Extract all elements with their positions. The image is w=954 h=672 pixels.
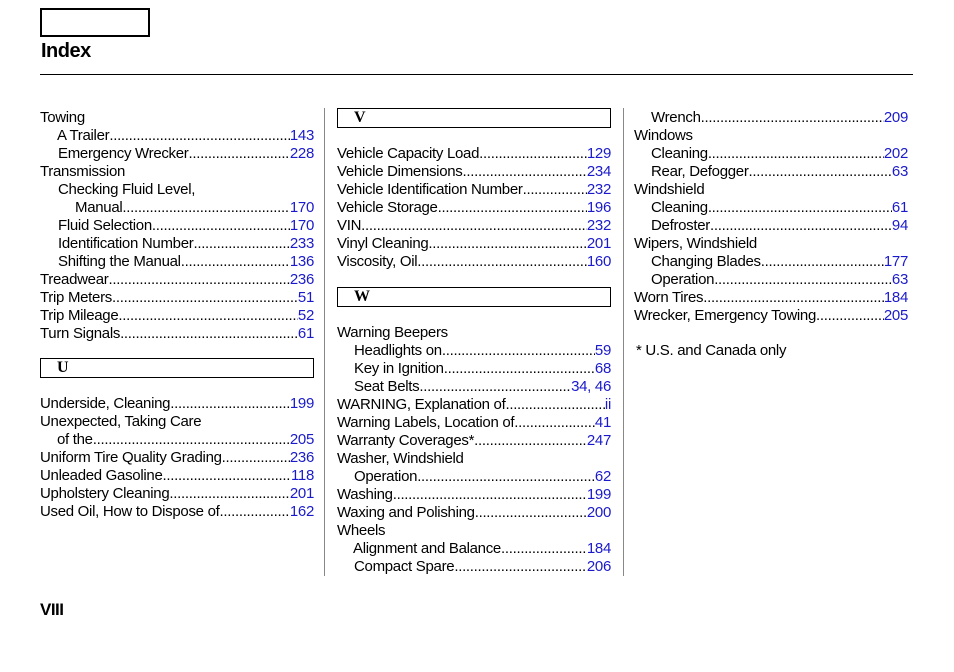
index-entry: Checking Fluid Level, bbox=[58, 181, 196, 198]
index-entry[interactable]: Washing ..... 199 bbox=[337, 486, 611, 504]
index-entry[interactable]: Cleaning ..... 202 bbox=[651, 145, 908, 163]
index-entry[interactable]: Operation ..... 62 bbox=[354, 468, 611, 486]
index-entry[interactable]: Viscosity, Oil ..... 160 bbox=[337, 253, 611, 271]
index-entry[interactable]: Seat Belts ..... 34, 46 bbox=[354, 378, 611, 396]
index-entry[interactable]: Fluid Selection ..... 170 bbox=[58, 217, 314, 235]
index-entry[interactable]: Treadwear ..... 236 bbox=[40, 271, 314, 289]
index-entry[interactable]: Vehicle Storage ..... 196 bbox=[337, 199, 611, 217]
index-entry[interactable]: A Trailer ..... 143 bbox=[57, 127, 314, 145]
index-entry[interactable]: Emergency Wrecker ..... 228 bbox=[58, 145, 314, 163]
index-entry[interactable]: Operation ..... 63 bbox=[651, 271, 908, 289]
index-entry[interactable]: Headlights on ..... 59 bbox=[354, 342, 611, 360]
index-entry: Transmission bbox=[40, 163, 126, 180]
index-entry[interactable]: Warranty Coverages* ..... 247 bbox=[337, 432, 611, 450]
header-tab-box bbox=[40, 8, 150, 37]
section-header-v bbox=[337, 108, 611, 128]
index-entry[interactable]: Warning Labels, Location of ..... 41 bbox=[337, 414, 611, 432]
index-entry[interactable]: Key in Ignition ..... 68 bbox=[354, 360, 611, 378]
section-letter: V bbox=[354, 109, 366, 126]
index-entry[interactable]: Underside, Cleaning ..... 199 bbox=[40, 395, 314, 413]
index-entry: Wipers, Windshield bbox=[634, 235, 757, 252]
index-entry[interactable]: Vehicle Dimensions ..... 234 bbox=[337, 163, 611, 181]
column-divider-2 bbox=[623, 108, 624, 576]
index-entry[interactable]: Vinyl Cleaning ..... 201 bbox=[337, 235, 611, 253]
index-entry[interactable]: Used Oil, How to Dispose of ..... 162 bbox=[40, 503, 314, 521]
index-entry: Wheels bbox=[337, 522, 386, 539]
index-entry[interactable]: VIN ..... 232 bbox=[337, 217, 611, 235]
index-entry[interactable]: Waxing and Polishing ..... 200 bbox=[337, 504, 611, 522]
index-entry: Windshield bbox=[634, 181, 705, 198]
index-entry[interactable]: Wrench ..... 209 bbox=[651, 109, 908, 127]
section-letter: W bbox=[354, 288, 370, 305]
section-header-w bbox=[337, 287, 611, 307]
index-entry[interactable]: Cleaning ..... 61 bbox=[651, 199, 908, 217]
index-entry[interactable]: Trip Meters ..... 51 bbox=[40, 289, 314, 307]
index-entry[interactable]: Wrecker, Emergency Towing ..... 205 bbox=[634, 307, 908, 325]
index-entry[interactable]: WARNING, Explanation of ..... ii bbox=[337, 396, 611, 414]
index-entry: Windows bbox=[634, 127, 693, 144]
index-entry[interactable]: Trip Mileage ..... 52 bbox=[40, 307, 314, 325]
index-entry[interactable]: Turn Signals ..... 61 bbox=[40, 325, 314, 343]
index-entry[interactable]: Identification Number ..... 233 bbox=[58, 235, 314, 253]
index-entry: Unexpected, Taking Care bbox=[40, 413, 202, 430]
index-entry[interactable]: Manual ..... 170 bbox=[75, 199, 314, 217]
index-entry[interactable]: of the ..... 205 bbox=[57, 431, 314, 449]
index-entry[interactable]: Defroster ..... 94 bbox=[651, 217, 908, 235]
index-entry[interactable]: Unleaded Gasoline ..... 118 bbox=[40, 467, 314, 485]
index-entry[interactable]: Vehicle Identification Number ..... 232 bbox=[337, 181, 611, 199]
column-divider-1 bbox=[324, 108, 325, 576]
index-entry[interactable]: Vehicle Capacity Load ..... 129 bbox=[337, 145, 611, 163]
footnote: * U.S. and Canada only bbox=[636, 342, 787, 359]
index-entry[interactable]: Rear, Defogger ..... 63 bbox=[651, 163, 908, 181]
header-rule bbox=[40, 74, 913, 75]
index-entry[interactable]: Shifting the Manual ..... 136 bbox=[58, 253, 314, 271]
index-entry[interactable]: Changing Blades ..... 177 bbox=[651, 253, 908, 271]
index-entry[interactable]: Compact Spare ..... 206 bbox=[354, 558, 611, 576]
index-entry[interactable]: Alignment and Balance ..... 184 bbox=[353, 540, 611, 558]
index-entry: Towing bbox=[40, 109, 85, 126]
index-entry: Washer, Windshield bbox=[337, 450, 464, 467]
index-entry[interactable]: Upholstery Cleaning ..... 201 bbox=[40, 485, 314, 503]
page-title: Index bbox=[41, 40, 91, 62]
index-entry[interactable]: Worn Tires ..... 184 bbox=[634, 289, 908, 307]
page-number: VIII bbox=[40, 600, 64, 619]
section-header-u bbox=[40, 358, 314, 378]
index-entry: Warning Beepers bbox=[337, 324, 448, 341]
index-entry[interactable]: Uniform Tire Quality Grading ..... 236 bbox=[40, 449, 314, 467]
section-letter: U bbox=[57, 359, 69, 376]
